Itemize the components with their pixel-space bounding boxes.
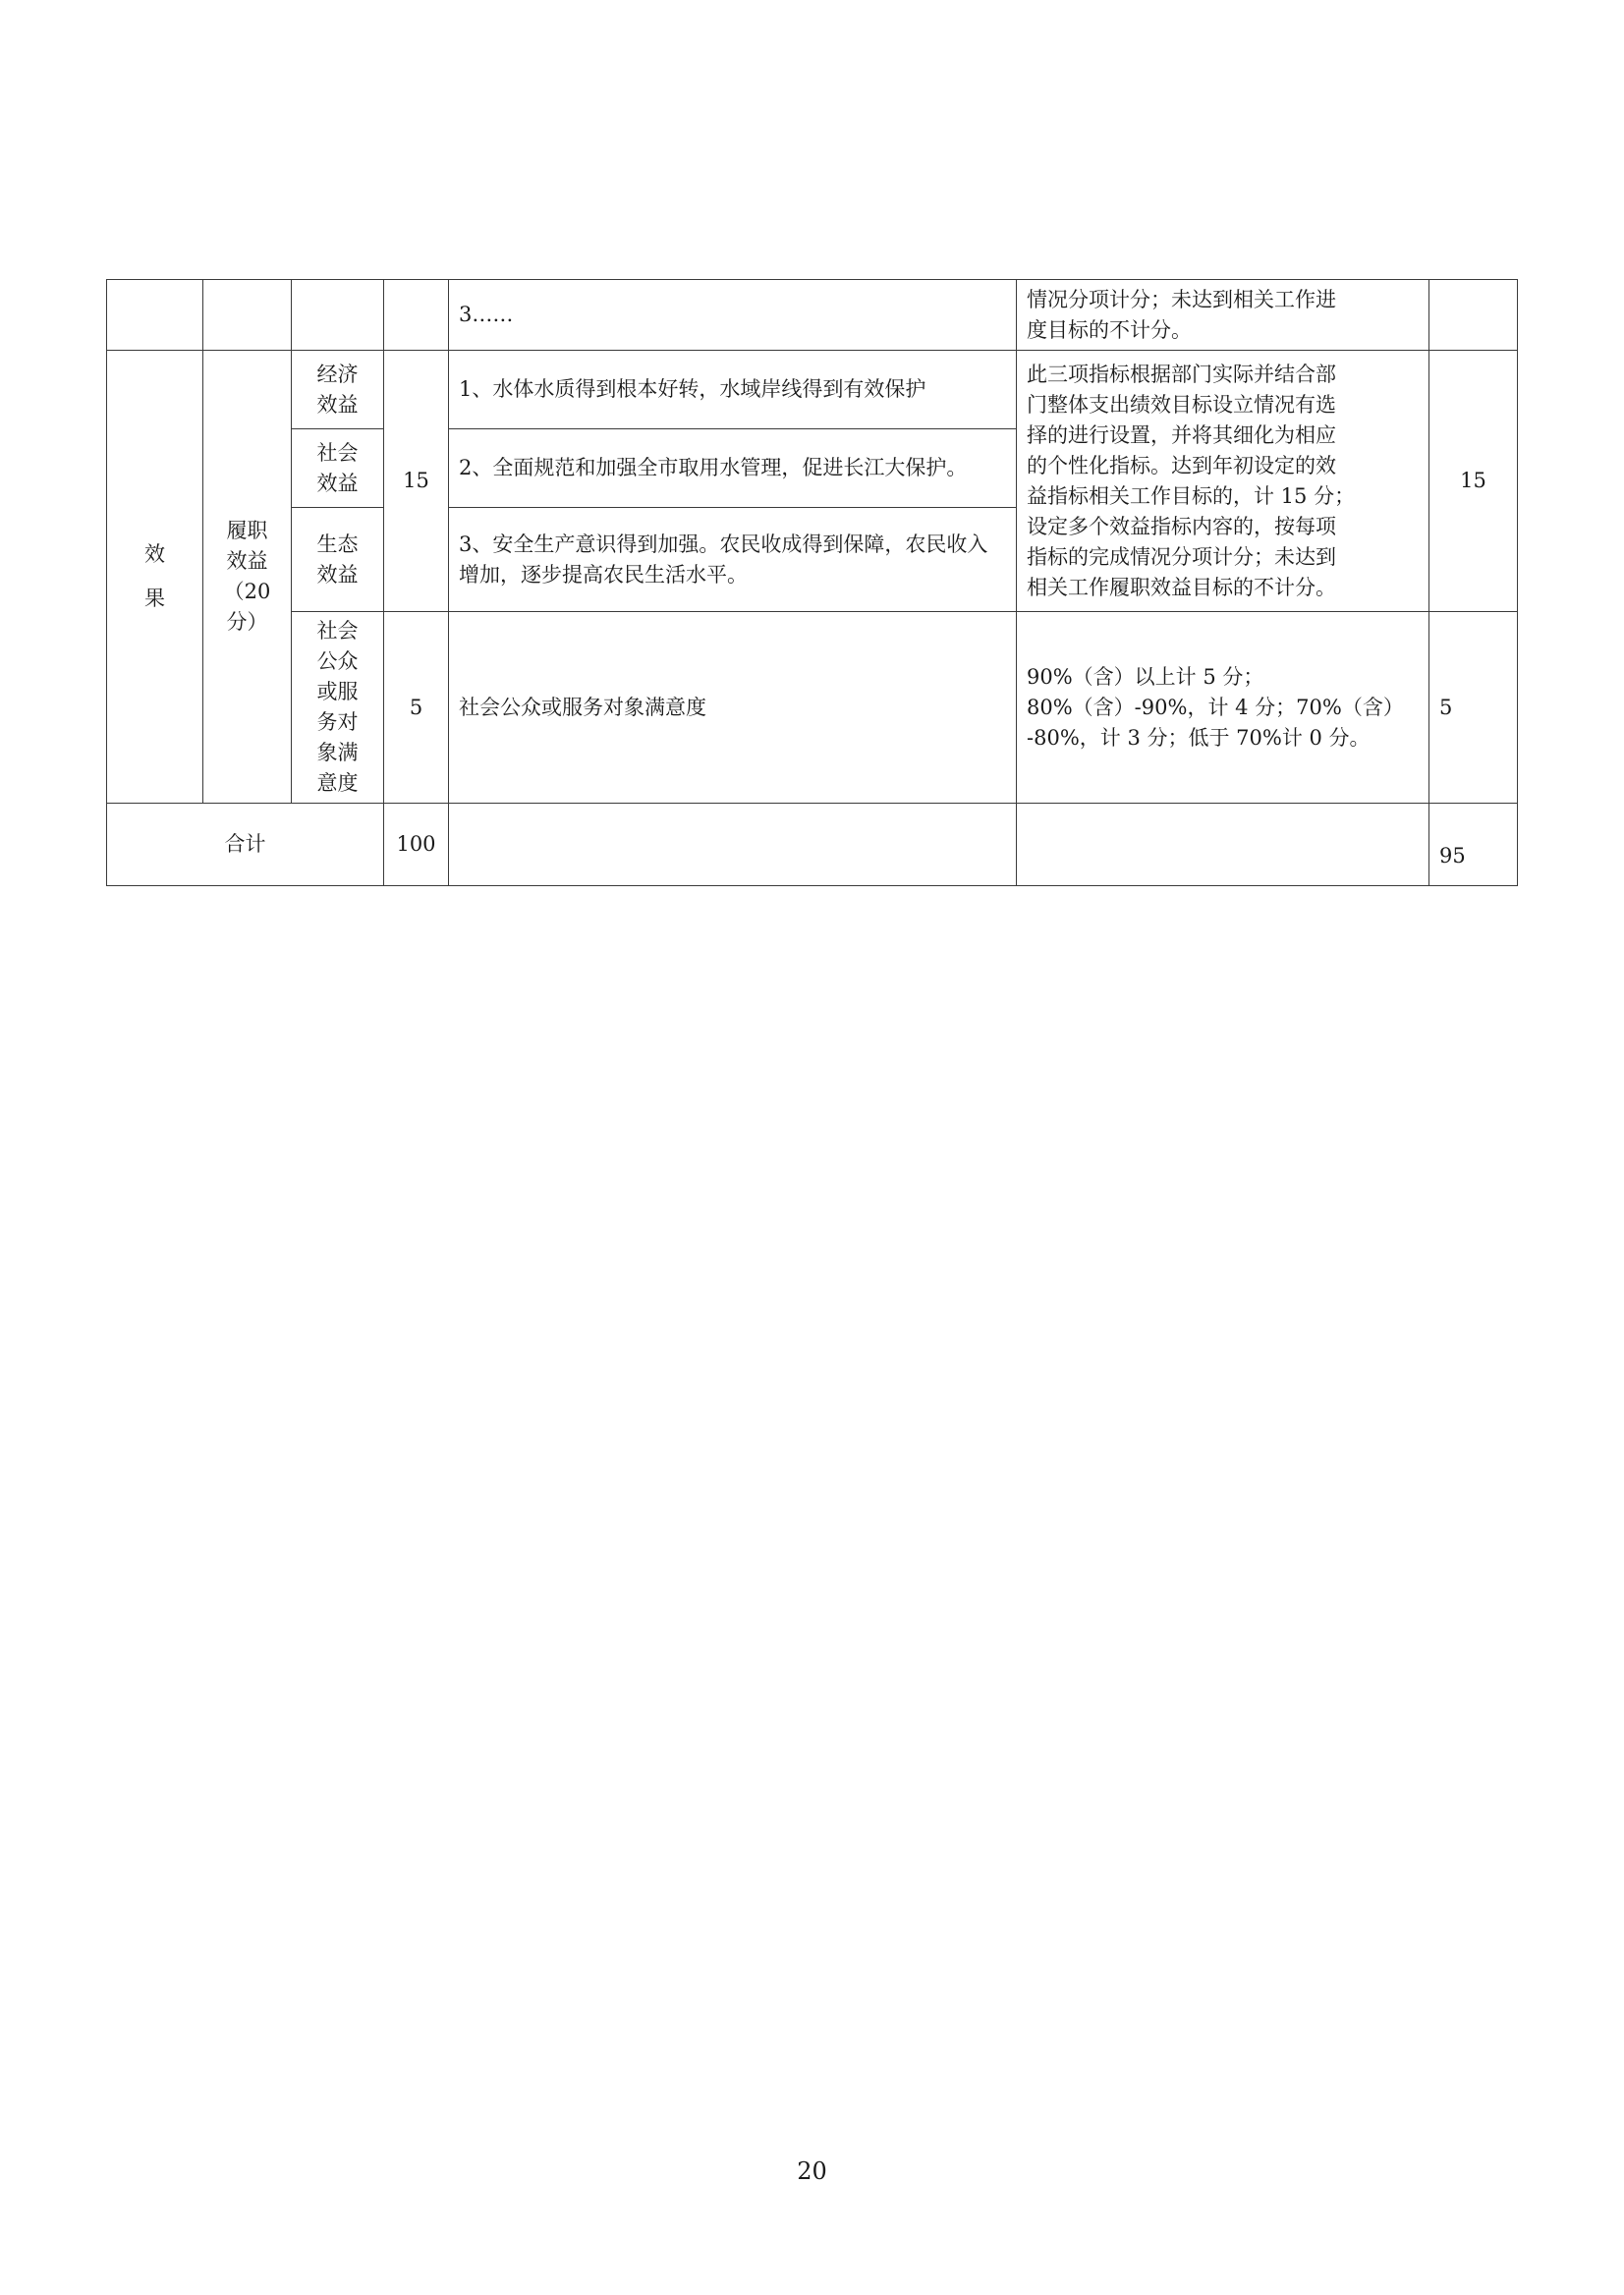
level3-line: 社会 bbox=[316, 440, 359, 465]
level3-satisfaction-cell bbox=[292, 612, 384, 804]
level1-effect-cell bbox=[107, 351, 203, 804]
page-number: 20 bbox=[797, 2157, 827, 2185]
total-indicator-cell-empty bbox=[449, 804, 1017, 886]
level1-cell-empty bbox=[107, 280, 203, 351]
criteria-cell bbox=[1017, 280, 1429, 351]
level3-social-benefit-cell bbox=[292, 429, 384, 508]
level3-line: 务对 bbox=[316, 710, 359, 734]
level1-char: 果 bbox=[144, 587, 165, 610]
level2-line: 履职 bbox=[226, 519, 268, 542]
table-row-continuation bbox=[107, 280, 1518, 351]
level3-line: 社会 bbox=[316, 619, 359, 643]
level3-economic-benefit-cell bbox=[292, 351, 384, 429]
criteria-line: 设定多个效益指标内容的，按每项 bbox=[1027, 514, 1336, 538]
table-row-economic-benefit bbox=[107, 351, 1518, 429]
level3-line: 意度 bbox=[316, 771, 359, 795]
criteria-line: 80%（含）-90%，计 4 分；70%（含） bbox=[1027, 695, 1404, 719]
level2-line: 分） bbox=[226, 610, 268, 634]
level3-ecological-benefit-cell bbox=[292, 508, 384, 612]
indicator-cell: 2、全面规范和加强全市取用水管理，促进长江大保护。 bbox=[449, 429, 1017, 508]
benefits-subscore-cell: 15 bbox=[384, 351, 449, 612]
criteria-line: 择的进行设置，并将其细化为相应 bbox=[1027, 422, 1336, 447]
table-row-satisfaction bbox=[107, 612, 1518, 804]
indicator-cell: 3…… bbox=[449, 280, 1017, 351]
criteria-line: 门整体支出绩效目标设立情况有选 bbox=[1027, 392, 1336, 417]
performance-evaluation-table bbox=[106, 279, 1518, 886]
criteria-line: 此三项指标根据部门实际并结合部 bbox=[1027, 362, 1336, 386]
satisfaction-subscore-cell: 5 bbox=[384, 612, 449, 804]
level3-line: 或服 bbox=[316, 680, 359, 703]
level3-line: 效益 bbox=[316, 392, 359, 417]
subscore-cell-empty bbox=[384, 280, 449, 351]
total-subscore-cell: 100 bbox=[384, 804, 449, 886]
total-score-cell: 95 bbox=[1429, 804, 1518, 886]
level3-line: 生态 bbox=[316, 532, 359, 556]
indicator-cell: 3、安全生产意识得到加强。农民收成得到保障，农民收入增加，逐步提高农民生活水平。 bbox=[449, 508, 1017, 612]
level3-cell-empty bbox=[292, 280, 384, 351]
criteria-line: 相关工作履职效益目标的不计分。 bbox=[1027, 575, 1336, 599]
satisfaction-score-cell: 5 bbox=[1429, 612, 1518, 804]
satisfaction-criteria-cell bbox=[1017, 612, 1429, 804]
level3-line: 经济 bbox=[316, 362, 359, 386]
table-row-total bbox=[107, 804, 1518, 886]
level2-performance-benefit-cell bbox=[203, 351, 292, 804]
criteria-line: -80%，计 3 分；低于 70%计 0 分。 bbox=[1027, 725, 1371, 750]
total-criteria-cell-empty bbox=[1017, 804, 1429, 886]
level3-line: 公众 bbox=[316, 649, 359, 673]
indicator-cell: 社会公众或服务对象满意度 bbox=[449, 612, 1017, 804]
level3-line: 效益 bbox=[316, 562, 359, 587]
score-cell-empty bbox=[1429, 280, 1518, 351]
criteria-line: 指标的完成情况分项计分；未达到 bbox=[1027, 544, 1336, 569]
criteria-line: 90%（含）以上计 5 分； bbox=[1027, 664, 1264, 689]
benefits-criteria-cell bbox=[1017, 351, 1429, 612]
criteria-line: 度目标的不计分。 bbox=[1027, 317, 1192, 342]
level1-char: 效 bbox=[144, 542, 165, 566]
level2-line: 效益 bbox=[226, 549, 268, 573]
criteria-line: 情况分项计分；未达到相关工作进 bbox=[1027, 287, 1336, 311]
benefits-score-cell: 15 bbox=[1429, 351, 1518, 612]
level2-cell-empty bbox=[203, 280, 292, 351]
criteria-line: 的个性化指标。达到年初设定的效 bbox=[1027, 453, 1336, 477]
indicator-cell: 1、水体水质得到根本好转，水域岸线得到有效保护 bbox=[449, 351, 1017, 429]
total-label-cell: 合计 bbox=[107, 804, 384, 886]
level2-line: （20 bbox=[223, 580, 271, 603]
level3-line: 象满 bbox=[316, 741, 359, 764]
criteria-line: 益指标相关工作目标的，计 15 分； bbox=[1027, 483, 1356, 508]
level3-line: 效益 bbox=[316, 471, 359, 495]
